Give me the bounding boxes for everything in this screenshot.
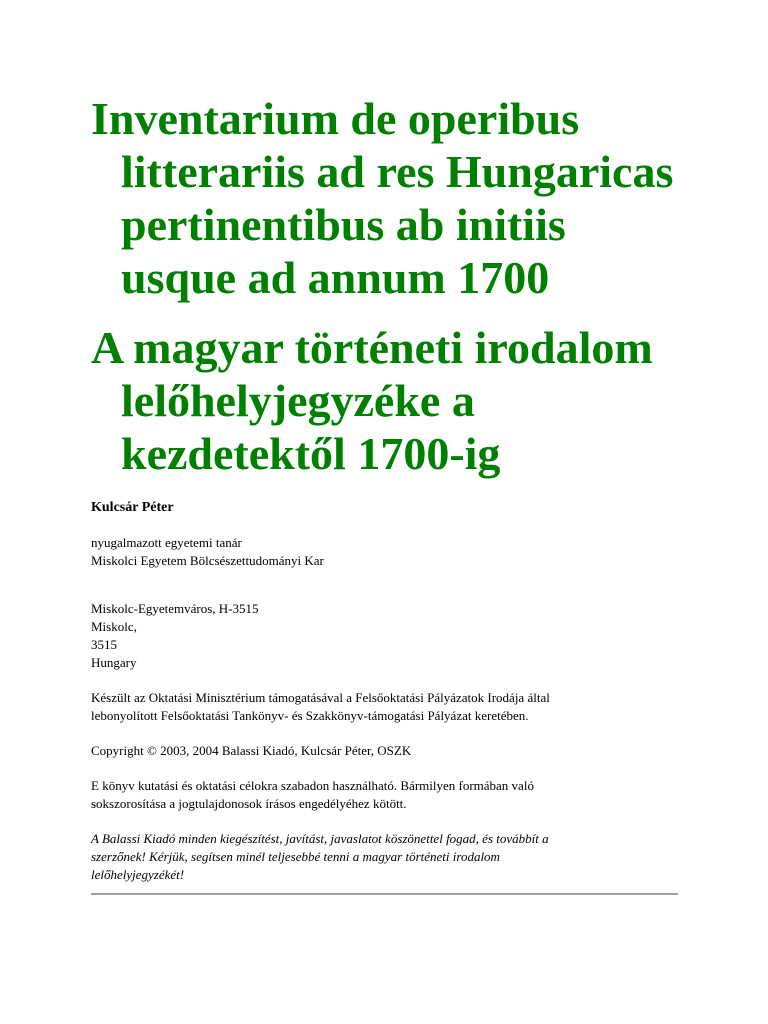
usage-line: E könyv kutatási és oktatási célokra szabadon használható. Bármilyen formában való xyxy=(91,778,534,793)
address-city: Miskolc, xyxy=(91,619,137,634)
title-hungarian: A magyar történeti irodalom lelőhelyjegyzéke a kezdetektől 1700-ig xyxy=(91,322,653,479)
copyright-notice: Copyright © 2003, 2004 Balassi Kiadó, Kulcsár Péter, OSZK xyxy=(91,743,412,758)
address-country: Hungary xyxy=(91,655,137,670)
support-line: Készült az Oktatási Minisztérium támogatásával a Felsőoktatási Pályázatok Irodája által xyxy=(91,690,550,705)
publisher-note xyxy=(91,830,691,884)
horizontal-rule xyxy=(91,893,678,895)
address-line: Miskolc-Egyetemváros, H-3515 xyxy=(91,601,259,616)
affiliation xyxy=(91,534,691,570)
author-name: Kulcsár Péter xyxy=(91,500,174,515)
support-line: lebonyolított Felsőoktatási Tankönyv- és Szakkönyv-támogatási Pályázat keretében. xyxy=(91,708,529,723)
support-statement xyxy=(91,689,691,725)
affiliation-title: nyugalmazott egyetemi tanár xyxy=(91,535,242,550)
document-page xyxy=(91,92,691,895)
address xyxy=(91,600,691,672)
usage-line: sokszorosítása a jogtulajdonosok írásos engedélyéhez kötött. xyxy=(91,796,407,811)
note-line: A Balassi Kiadó minden kiegészítést, javítást, javaslatot köszönettel fogad, és továbbít a xyxy=(91,831,549,846)
note-line: lelőhelyjegyzékét! xyxy=(91,867,185,882)
usage-statement xyxy=(91,777,691,813)
note-line: szerzőnek! Kérjük, segítsen minél teljesebbé tenni a magyar történeti irodalom xyxy=(91,849,500,864)
affiliation-institution: Miskolci Egyetem Bölcsészettudományi Kar xyxy=(91,553,324,568)
title-latin: Inventarium de operibus litterariis ad res Hungaricas pertinentibus ab initiis usque ad annum 1700 xyxy=(91,93,674,303)
address-postcode: 3515 xyxy=(91,637,117,652)
